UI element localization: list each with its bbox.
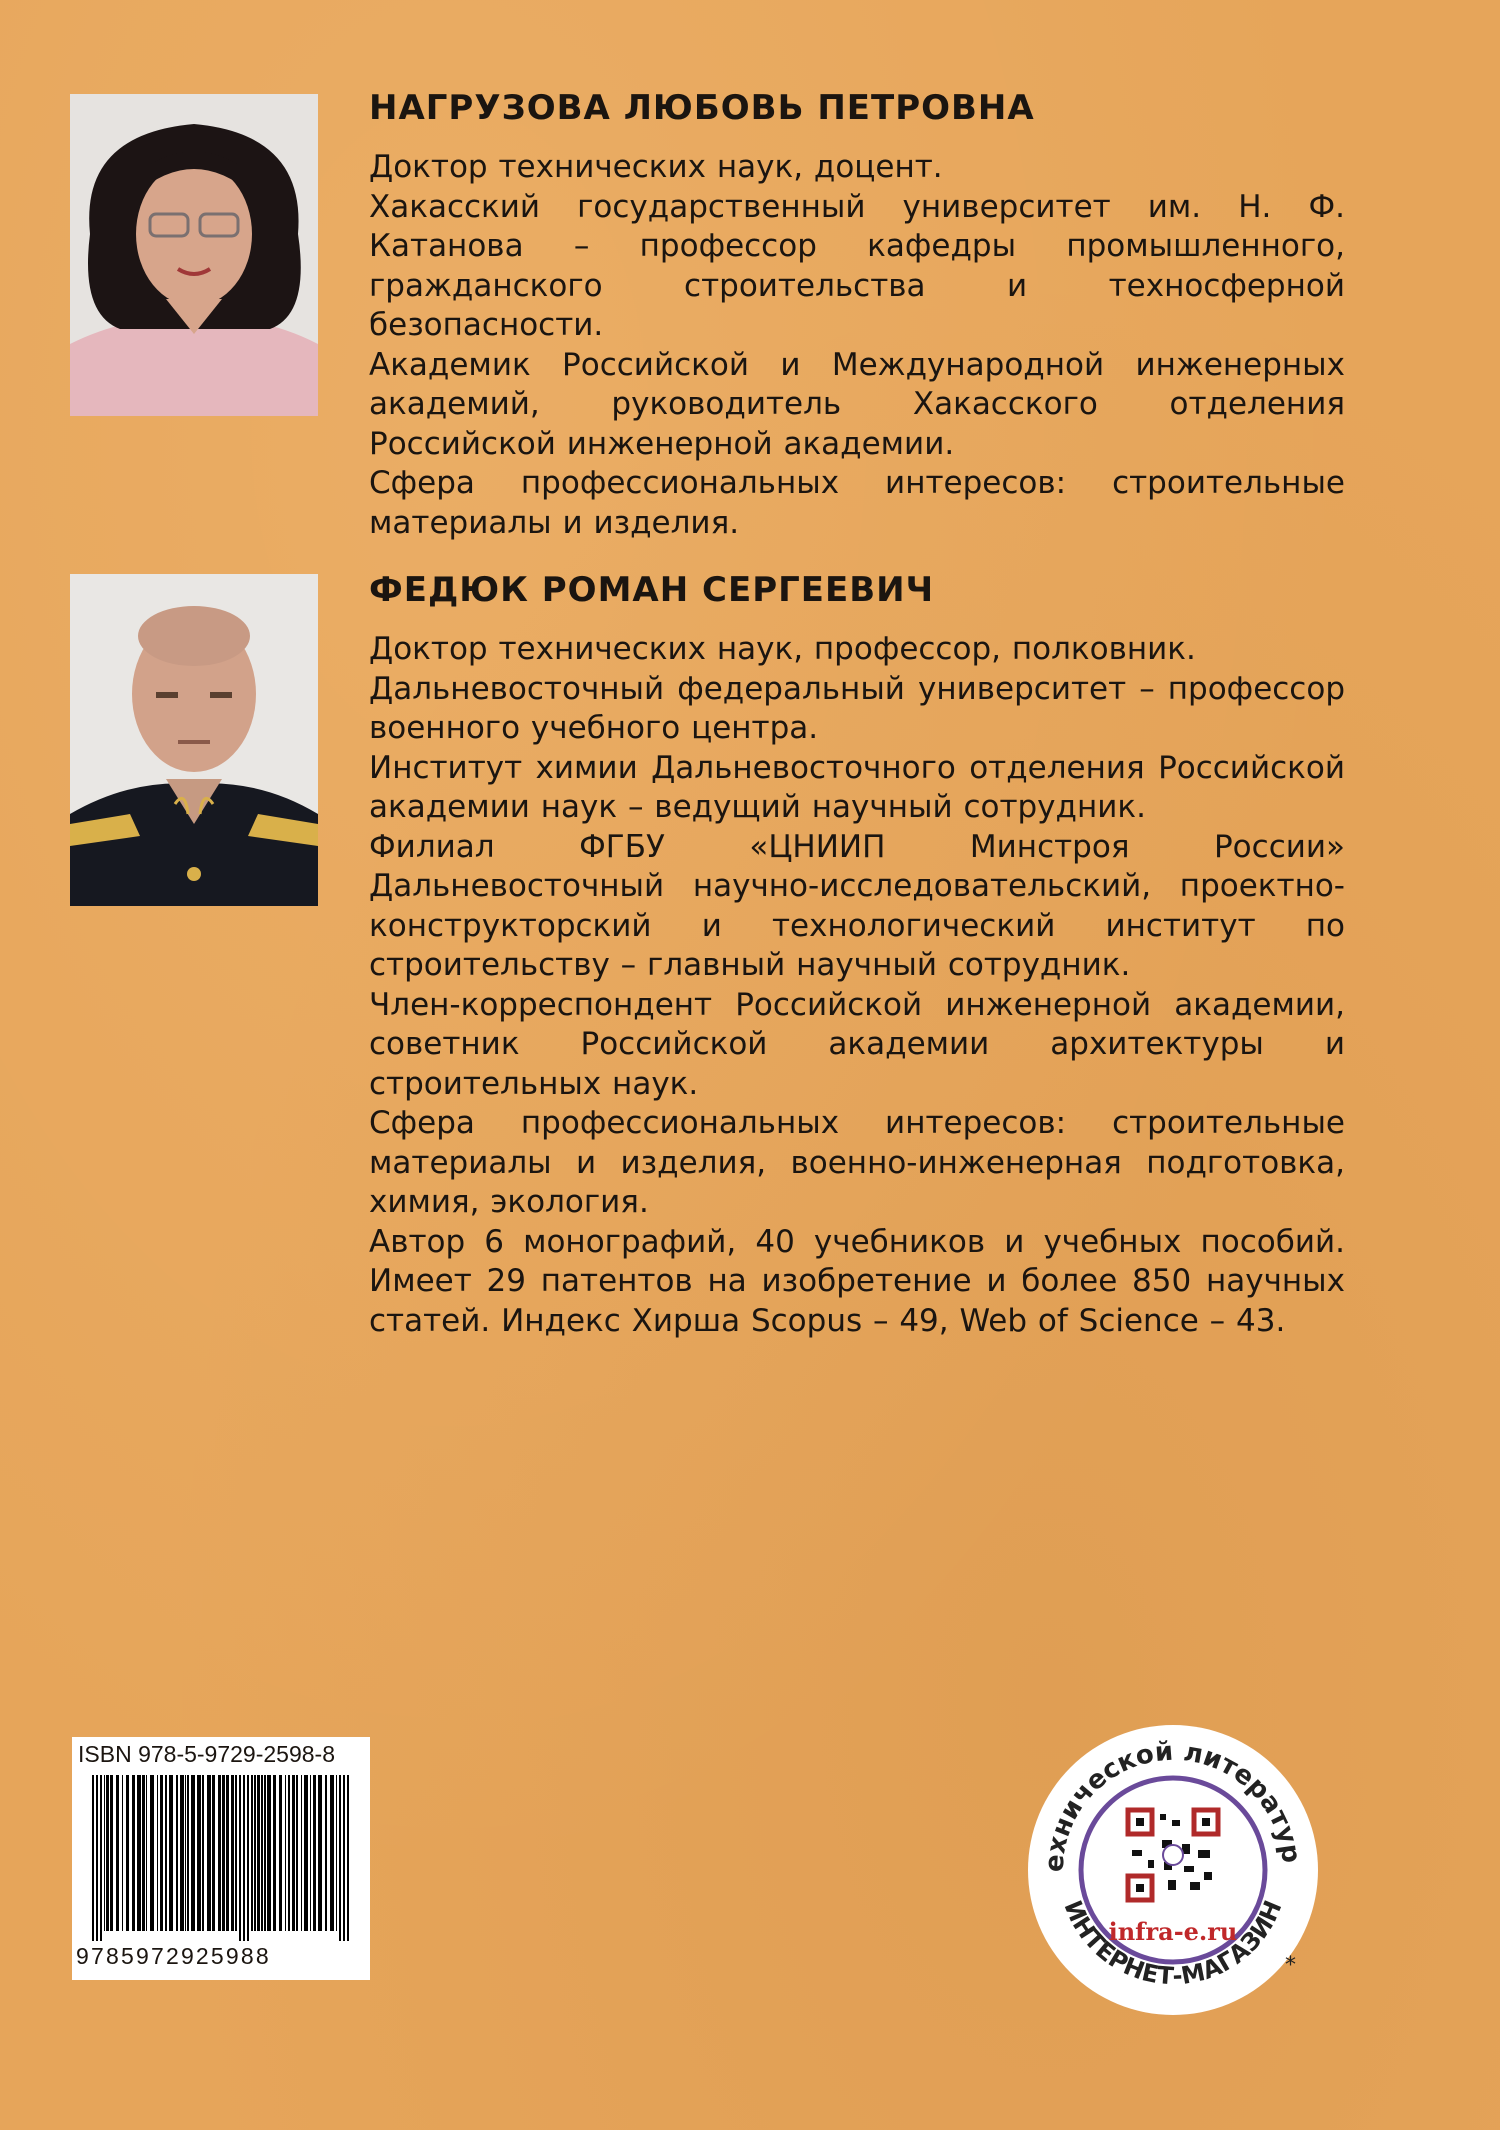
barcode-bar — [150, 1775, 154, 1931]
barcode-bar — [339, 1775, 341, 1941]
barcode-bar — [231, 1775, 234, 1931]
shop-stamp — [1023, 1720, 1323, 2020]
barcode-bar — [325, 1775, 327, 1931]
ean-digits: 9785972925988 — [76, 1943, 271, 1969]
barcode-bar — [267, 1775, 271, 1931]
author-bio-2 — [369, 568, 1345, 1341]
barcode-bar — [343, 1775, 345, 1941]
barcode-bar — [137, 1775, 141, 1931]
barcode-bar — [104, 1775, 105, 1931]
barcode-bar — [292, 1775, 295, 1931]
barcode-bar — [264, 1775, 266, 1931]
stamp-top-text: ехнической литератур — [1039, 1736, 1306, 1873]
bio-line: Автор 6 монографий, 40 учебников и учебных пособий. Имеет 29 патентов на изобретение и более 850 научных статей. Индекс Хирша Scopus – 49, Web of Science – 43. — [369, 1223, 1345, 1339]
barcode-bar — [301, 1775, 302, 1931]
barcode-bar — [257, 1775, 260, 1931]
bio-line: Хакасский государственный университет им. Н. Ф. Катанова – профессор кафедры промышленного, гражданского строительства и техносферной безопасности. — [369, 188, 1345, 343]
barcode-bar — [132, 1775, 135, 1931]
barcode-bar — [285, 1775, 286, 1931]
barcode-bar — [146, 1775, 147, 1931]
barcode-bar — [100, 1775, 102, 1941]
author-photo-2 — [70, 574, 318, 906]
bio-line: Академик Российской и Международной инженерных академий, руководитель Хакасского отделения Российской инженерной академии. — [369, 346, 1345, 462]
barcode-bar — [185, 1775, 186, 1931]
barcode-bar — [247, 1775, 249, 1941]
barcode-bar — [222, 1775, 225, 1931]
barcode-bar — [304, 1775, 308, 1931]
barcode-bar — [336, 1775, 337, 1931]
barcode-bar — [218, 1775, 221, 1931]
barcode-bar — [330, 1775, 334, 1931]
barcode-bar — [110, 1775, 113, 1931]
barcode-bar — [176, 1775, 178, 1931]
author-name-1: НАГРУЗОВА ЛЮБОВЬ ПЕТРОВНА — [369, 88, 1035, 128]
author-bio-1 — [369, 86, 1345, 543]
bio-line: Доктор технических наук, доцент. — [369, 149, 943, 185]
barcode-bar — [243, 1775, 245, 1941]
bio-line: Доктор технических наук, профессор, полковник. — [369, 631, 1196, 667]
shop-url: infra-e.ru — [1108, 1917, 1238, 1946]
barcode-bar — [261, 1775, 263, 1931]
barcode-bar — [165, 1775, 167, 1931]
barcode-bar — [254, 1775, 256, 1931]
barcode-bar — [157, 1775, 158, 1931]
barcode-bar — [180, 1775, 184, 1931]
barcode-bar — [92, 1775, 94, 1941]
barcode-bar — [202, 1775, 204, 1931]
barcode-bar — [142, 1775, 145, 1931]
barcode-bar — [169, 1775, 173, 1931]
isbn-barcode — [72, 1737, 370, 1980]
barcode-bar — [239, 1775, 241, 1941]
barcode-bar — [116, 1775, 119, 1931]
barcode-bar — [279, 1775, 282, 1931]
barcode-bar — [126, 1775, 129, 1931]
isbn-number: ISBN 978-5-9729-2598-8 — [78, 1741, 335, 1767]
barcode-bar — [313, 1775, 316, 1931]
barcode-bars — [92, 1775, 352, 1941]
svg-text:*: * — [1285, 1953, 1296, 1978]
barcode-bar — [207, 1775, 211, 1931]
barcode-bar — [96, 1775, 98, 1941]
stamp-bottom-text: ИНТЕРНЕТ-МАГАЗИН — [1058, 1896, 1288, 1991]
barcode-bar — [187, 1775, 189, 1931]
barcode-bar — [191, 1775, 195, 1931]
bio-line: Сфера профессиональных интересов: строительные материалы и изделия. — [369, 465, 1345, 541]
barcode-bar — [347, 1775, 349, 1941]
bio-line: Сфера профессиональных интересов: строительные материалы и изделия, военно-инженерная подготовка, химия, экология. — [369, 1105, 1345, 1220]
barcode-bar — [226, 1775, 229, 1931]
barcode-bar — [197, 1775, 201, 1931]
bio-line: Член-корреспондент Российской инженерной академии, советник Российской академии архитектуры и строительных наук. — [369, 986, 1345, 1102]
barcode-bar — [235, 1775, 237, 1931]
barcode-bar — [212, 1775, 215, 1931]
qr-code-icon — [1128, 1810, 1218, 1900]
bio-line: Филиал ФГБУ «ЦНИИП Минстроя России» Дальневосточный научно-исследовательский, проектно-конструкторский и технологический институт по строительству – главный научный сотрудник. — [369, 828, 1345, 983]
barcode-bar — [310, 1775, 311, 1931]
author-name-2: ФЕДЮК РОМАН СЕРГЕЕВИЧ — [369, 570, 935, 610]
barcode-bar — [160, 1775, 163, 1931]
barcode-bar — [273, 1775, 276, 1931]
barcode-bar — [251, 1775, 253, 1931]
barcode-bar — [122, 1775, 123, 1931]
bio-line: Дальневосточный федеральный университет – профессор военного учебного центра. — [369, 670, 1345, 746]
bio-line: Институт химии Дальневосточного отделения Российской академии наук – ведущий научный сотрудник. — [369, 749, 1345, 825]
barcode-bar — [296, 1775, 298, 1931]
barcode-bar — [106, 1775, 109, 1931]
barcode-bar — [318, 1775, 322, 1931]
author-photo-1 — [70, 94, 318, 416]
barcode-bar — [288, 1775, 290, 1931]
